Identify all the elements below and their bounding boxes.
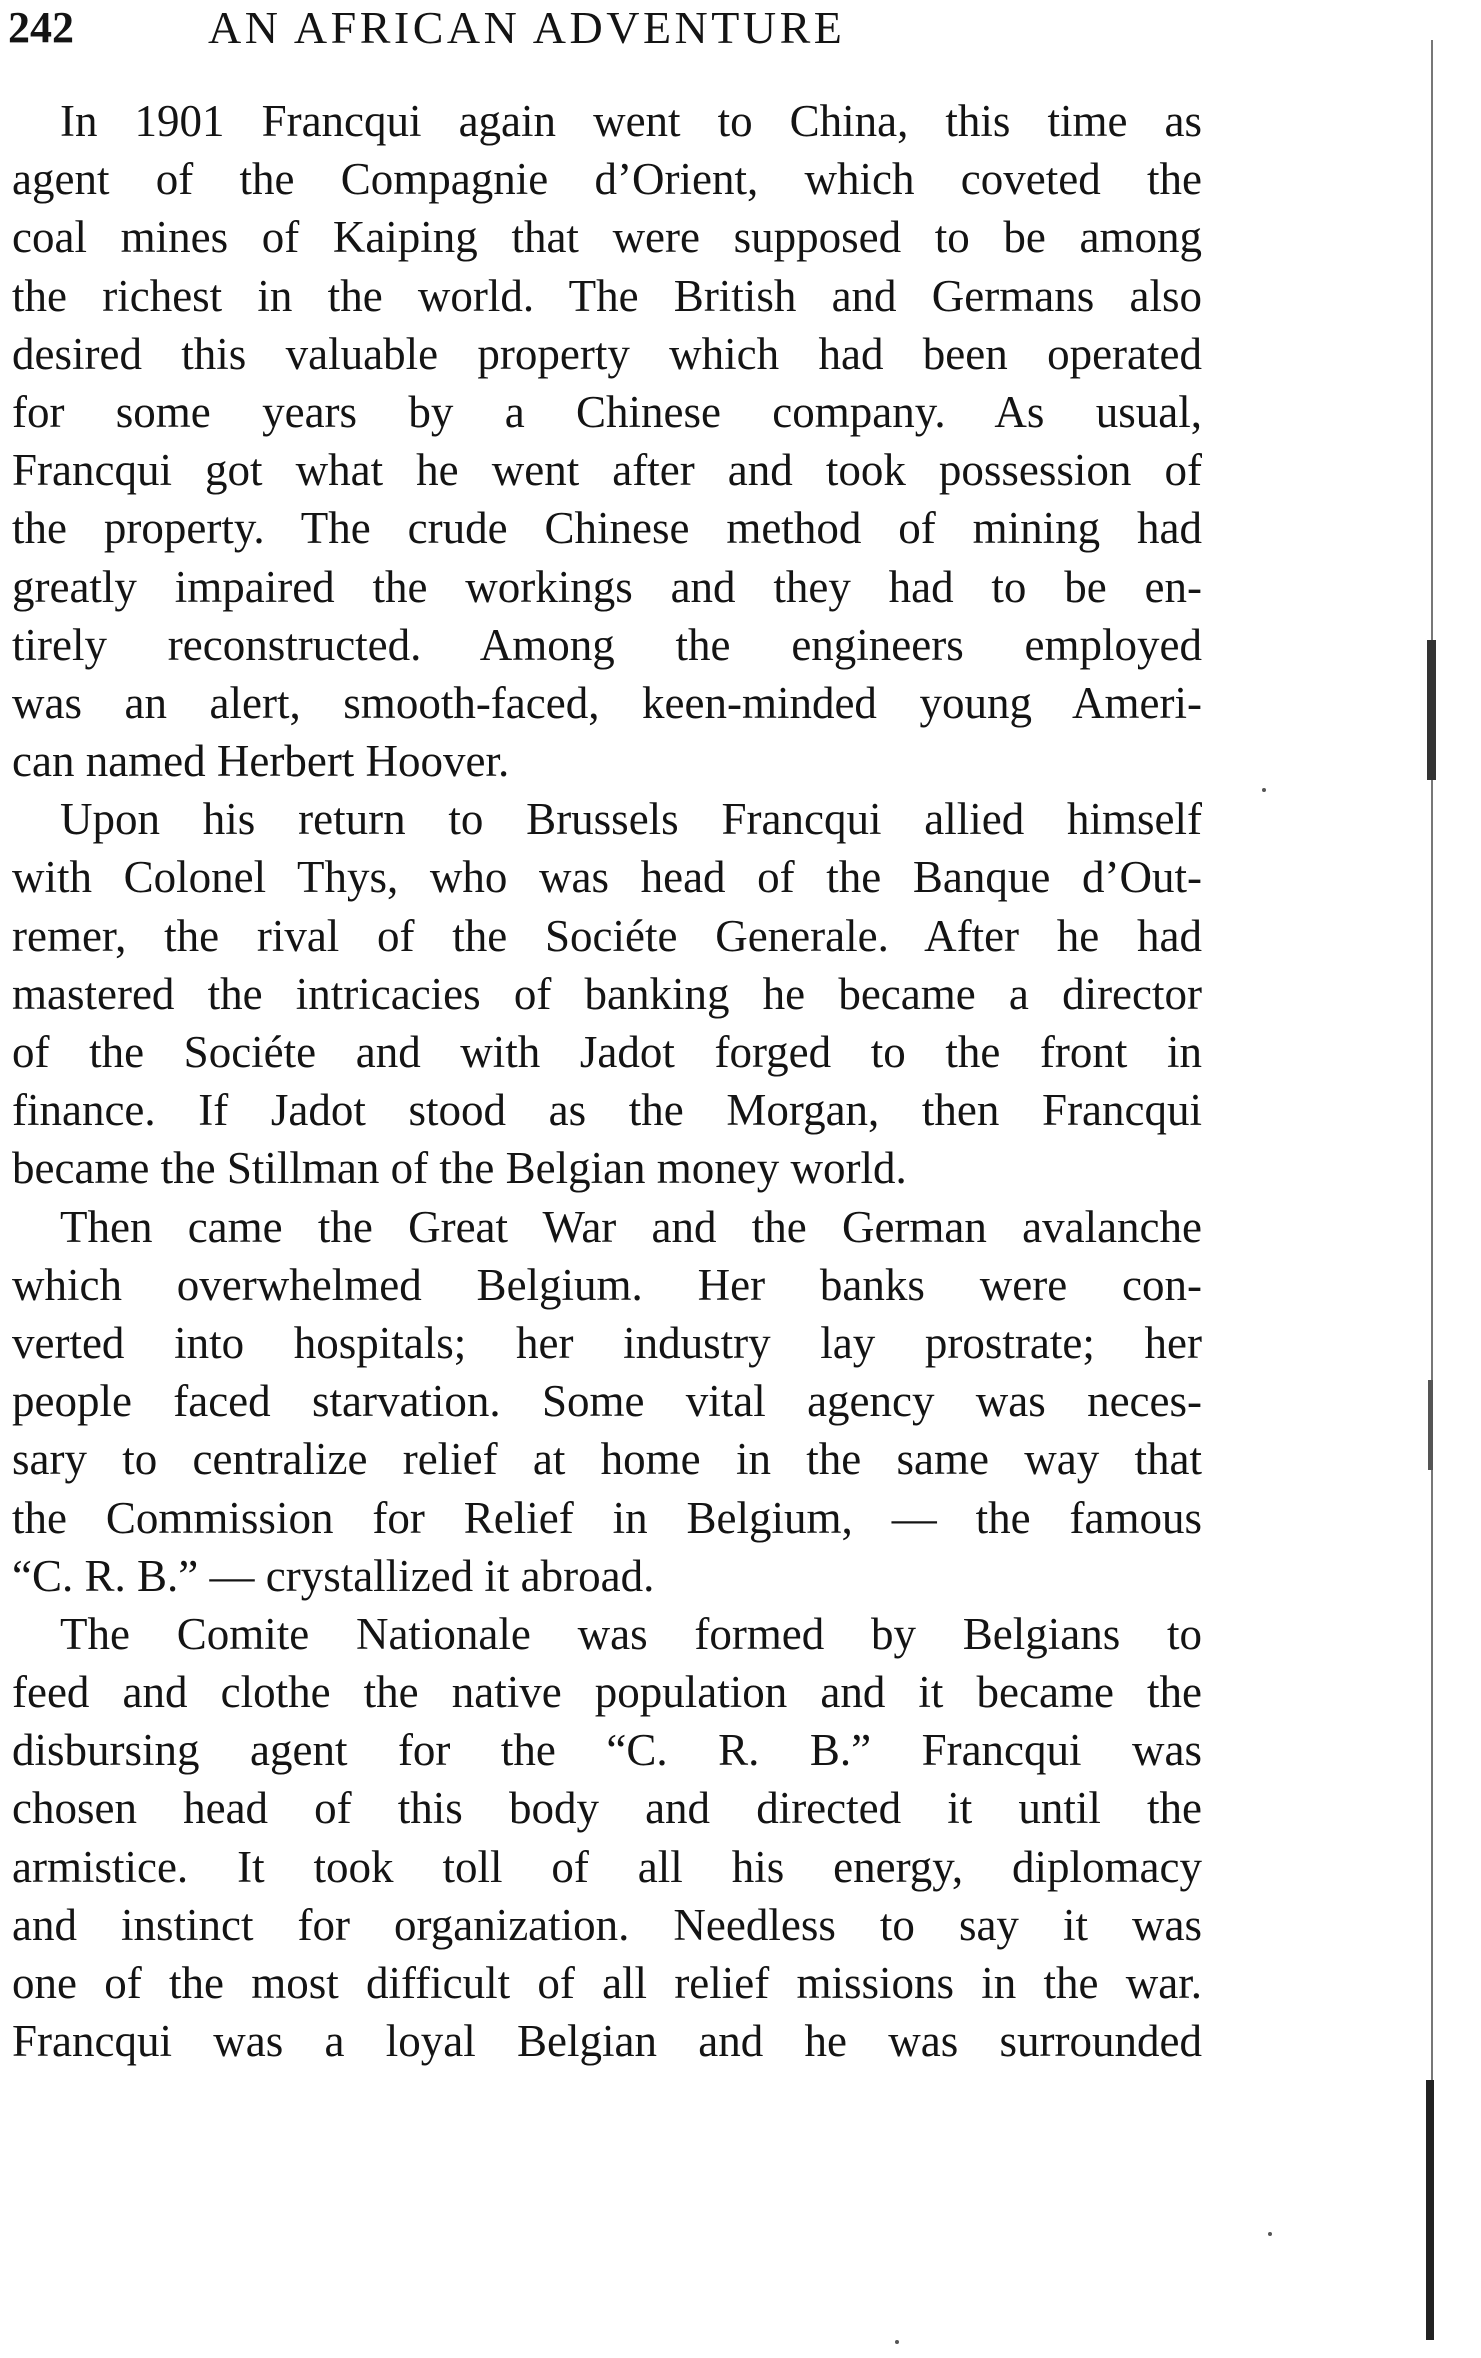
body-text xyxy=(12,92,1202,2070)
text-line: the property. The crude Chinese method of mining had xyxy=(12,503,1202,554)
text-line: In 1901 Francqui again went to China, this time as xyxy=(60,96,1202,146)
text-line: tirely reconstructed. Among the engineers employed xyxy=(12,619,1202,670)
text-line: desired this valuable property which had been operated xyxy=(12,328,1202,379)
text-line: finance. If Jadot stood as the Morgan, then Francqui xyxy=(12,1085,1202,1136)
gutter-mark xyxy=(1427,640,1436,780)
text-line: feed and clothe the native population and it became the xyxy=(12,1667,1202,1718)
text-line: verted into hospitals; her industry lay prostrate; her xyxy=(12,1317,1202,1368)
text-line: agent of the Compagnie d’Orient, which coveted the xyxy=(12,154,1202,205)
text-line: greatly impaired the workings and they had to be en- xyxy=(12,561,1202,612)
text-line: for some years by a Chinese company. As usual, xyxy=(12,386,1202,437)
text-line: mastered the intricacies of banking he became a director xyxy=(12,968,1202,1019)
text-line: can named Herbert Hoover. xyxy=(12,736,510,787)
text-line: became the Stillman of the Belgian money world. xyxy=(12,1143,907,1194)
binding-gutter-shadow xyxy=(1380,0,1481,2358)
text-line: with Colonel Thys, who was head of the Banque d’Out- xyxy=(12,852,1202,903)
text-line: one of the most difficult of all relief missions in the war. xyxy=(12,1958,1202,2008)
text-line: coal mines of Kaiping that were supposed to be among xyxy=(12,212,1202,263)
scan-speck xyxy=(895,2340,899,2344)
page-number: 242 xyxy=(8,3,74,52)
text-line: Francqui was a loyal Belgian and he was surrounded xyxy=(12,2016,1202,2067)
gutter-mark xyxy=(1426,2080,1434,2340)
text-line: remer, the rival of the Sociéte Generale. After he had xyxy=(12,910,1202,961)
text-line: the richest in the world. The British and Germans also xyxy=(12,270,1202,321)
gutter-mark xyxy=(1428,1380,1433,1470)
text-line: people faced starvation. Some vital agency was neces- xyxy=(12,1376,1202,1427)
text-line: was an alert, smooth-faced, keen-minded young Ameri- xyxy=(12,677,1202,728)
book-title: AN AFRICAN ADVENTURE xyxy=(208,2,846,53)
gutter-line xyxy=(1431,40,1433,2330)
text-line: The Comite Nationale was formed by Belgians to xyxy=(60,1608,1202,1659)
text-line: armistice. It took toll of all his energy, diplomacy xyxy=(12,1841,1202,1892)
text-line: which overwhelmed Belgium. Her banks were con- xyxy=(12,1259,1202,1310)
text-line: the Commission for Relief in Belgium, — the famous xyxy=(12,1492,1202,1543)
text-line: sary to centralize relief at home in the same way that xyxy=(12,1434,1202,1485)
text-line: of the Sociéte and with Jadot forged to the front in xyxy=(12,1027,1202,1077)
text-line: Then came the Great War and the German avalanche xyxy=(60,1201,1202,1252)
text-line: disbursing agent for the “C. R. B.” Francqui was xyxy=(12,1725,1202,1776)
text-line: and instinct for organization. Needless to say it was xyxy=(12,1899,1202,1950)
text-line: “C. R. B.” — crystallized it abroad. xyxy=(12,1550,655,1601)
text-line: chosen head of this body and directed it until the xyxy=(12,1783,1202,1834)
text-line: Francqui got what he went after and took possession of xyxy=(12,445,1202,496)
running-head xyxy=(8,0,1208,56)
scan-speck xyxy=(1268,2232,1272,2236)
text-line: Upon his return to Brussels Francqui allied himself xyxy=(60,794,1202,845)
scan-speck xyxy=(1262,788,1266,792)
